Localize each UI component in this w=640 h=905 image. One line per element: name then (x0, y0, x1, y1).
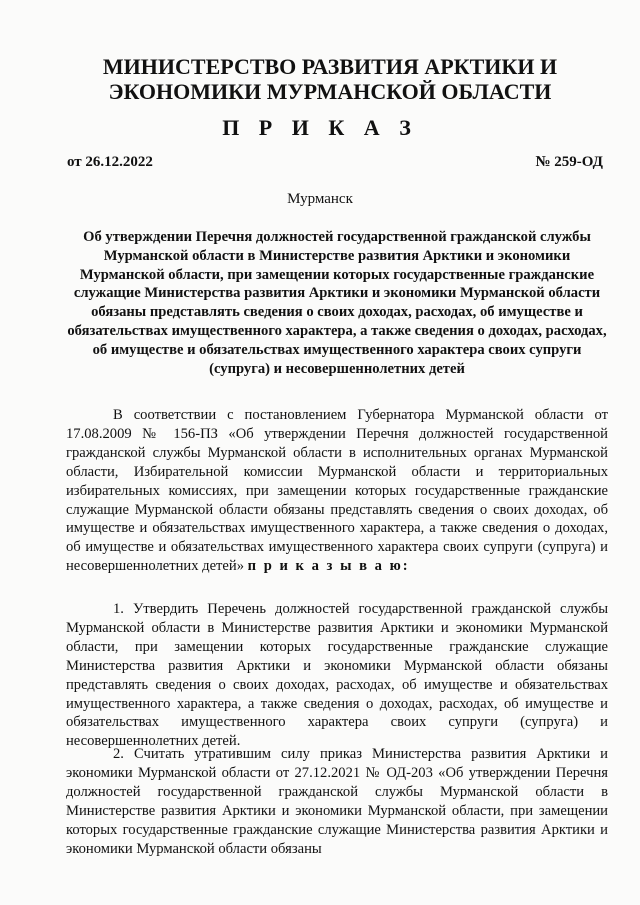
order-date: от 26.12.2022 (67, 154, 153, 170)
preamble-paragraph (66, 406, 608, 576)
order-item-1: 1. Утвердить Перечень должностей государственной гражданской службы Мурманской области в Министерстве развития Арктики и экономики Мурманской области, при замещении которых государственные гражданские служащие Министерства развития Арктики и экономики Мурманской области обязаны представлять сведения о своих доходах, расходах, об имуществе и обязательствах имущественного характера, а также сведения о доходах, расходах, об имуществе и обязательствах имущественного характера своих супруги (супруга) и несовершеннолетних детей. (66, 601, 608, 750)
ministry-heading: МИНИСТЕРСТВО РАЗВИТИЯ АРКТИКИ И ЭКОНОМИКИ МУРМАНСКОЙ ОБЛАСТИ (102, 54, 558, 104)
preamble-text: В соответствии с постановлением Губернатора Мурманской области от 17.08.2009 № 156-ПЗ «Об утверждении Перечня должностей государственной гражданской службы Мурманской области в исполнительных органах Мурманской области, Избирательной комиссии Мурманской области и территориальных избирательных комиссиях, при замещении которых государственные гражданские служащие Мурманской области обязаны представлять сведения о своих доходах, об имуществе и обязательствах имущественного характера, а также сведения о доходах, об имуществе и обязательствах имущественного характера своих супруги (супруга) и несовершеннолетних детей» (66, 407, 608, 575)
order-title: П Р И К А З (222, 115, 418, 140)
order-item-2: 2. Считать утратившим силу приказ Министерства развития Арктики и экономики Мурманской области от 27.12.2021 № ОД-203 «Об утверждении Перечня должностей государственной гражданской службы Мурманской области в Министерстве развития Арктики и экономики Мурманской области, при замещении которых государственные гражданские служащие Министерства развития Арктики и экономики Мурманской области обязаны (66, 746, 608, 857)
order-number: № 259-ОД (535, 154, 603, 170)
city-name: Мурманск (287, 191, 353, 207)
preamble-emphasis: п р и к а з ы в а ю: (247, 558, 410, 575)
order-subject: Об утверждении Перечня должностей государственной гражданской службы Мурманской области в Министерстве развития Арктики и экономики Мурманской области, при замещении которых государственные гражданские служащие Министерства развития Арктики и экономики Мурманской области обязаны представлять сведения о своих доходах, расходах, об имуществе и обязательствах имущественного характера, а также сведения о доходах, расходах, об имуществе и обязательствах имущественного характера своих супруги (супруга) и несовершеннолетних детей (67, 229, 607, 377)
